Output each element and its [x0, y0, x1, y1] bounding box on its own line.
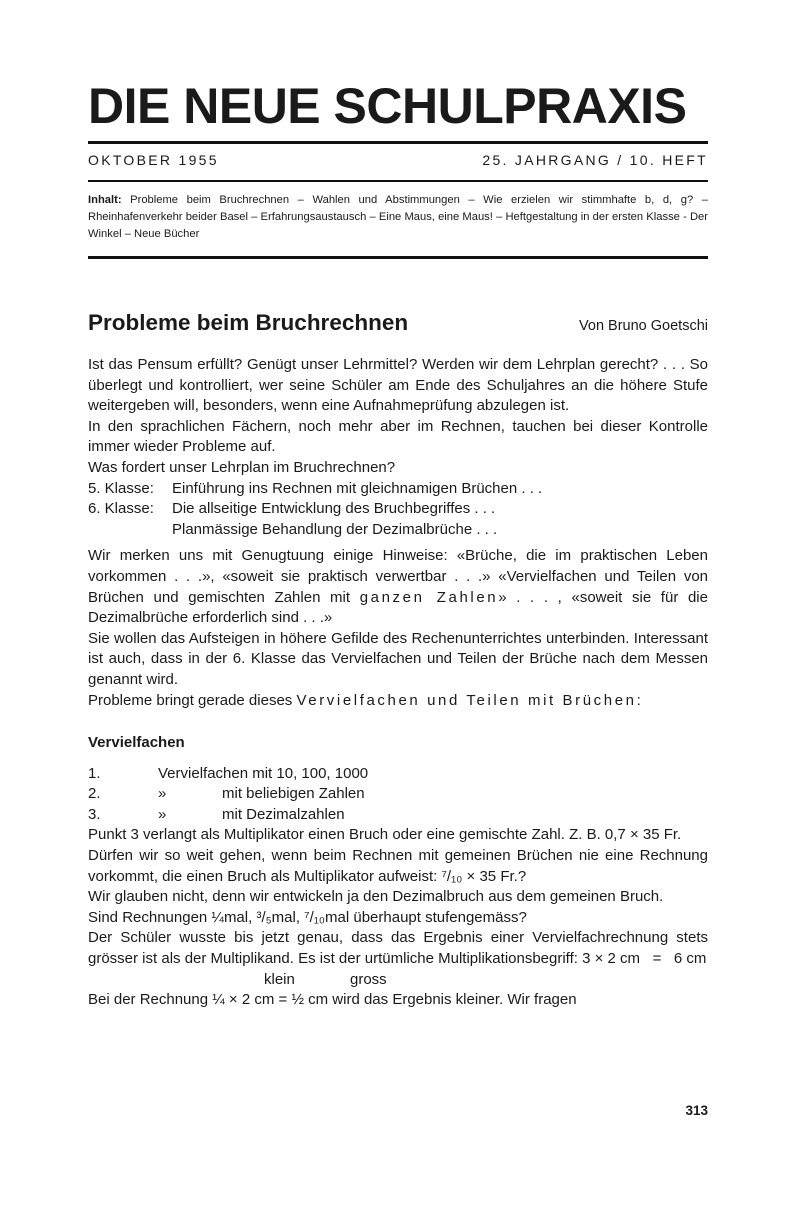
paragraph: Was fordert unser Lehrplan im Bruchrechnen?: [88, 458, 396, 476]
numbered-item: [88, 764, 708, 785]
page-number: 313: [685, 1103, 708, 1118]
paragraph: Probleme bringt gerade dieses Vervielfachen und Teilen mit Brüchen:: [88, 691, 644, 709]
curriculum-item: [88, 499, 708, 520]
paragraph: Sie wollen das Aufsteigen in höhere Gefilde des Rechenunterrichtes unterbinden. Interessant ist auch, dass in der 6. Klasse das Vervielfachen und Teilen der Brüche nach dem Messen genannt wird.: [88, 629, 708, 688]
divider-rule: [88, 180, 708, 182]
curriculum-label: 5. Klasse:: [88, 479, 154, 497]
curriculum-item: [88, 479, 708, 500]
curriculum-text: Planmässige Behandlung der Dezimalbrüche . . .: [172, 520, 498, 538]
article-title: Probleme beim Bruchrechnen: [88, 310, 409, 335]
article-body: [88, 355, 708, 1011]
contents-text: Probleme beim Bruchrechnen – Wahlen und Abstimmungen – Wie erzielen wir stimmhafte b, d, g? – Rheinhafenverkehr beider Basel – Erfahrungsaustausch – Eine Maus, eine Maus! – Heftgestaltung in der ersten Klasse - Der Winkel – Neue Bücher: [88, 194, 708, 240]
item-number: 2.: [88, 785, 101, 803]
ditto-mark: »: [158, 785, 167, 803]
issue-date: OKTOBER 1955: [88, 152, 219, 168]
calc-under-rhs: gross: [350, 970, 387, 988]
item-text: Vervielfachen mit 10, 100, 1000: [158, 764, 369, 782]
issue-line: [88, 152, 708, 168]
paragraph: Der Schüler wusste bis jetzt genau, dass das Ergebnis einer Vervielfachrechnung stets grösser ist als der Multiplikand. Es ist der urtümliche Multiplikationsbegriff: 3 × 2 cm = 6 cm: [88, 929, 708, 968]
article-author: Von Bruno Goetschi: [579, 318, 708, 334]
journal-title: DIE NEUE SCHULPRAXIS: [88, 78, 687, 134]
issue-number: 25. JAHRGANG / 10. HEFT: [482, 152, 708, 168]
curriculum-label: [88, 520, 172, 541]
curriculum-item: [88, 520, 708, 541]
spaced-emphasis: Vervielfachen und Teilen mit Brüchen:: [296, 691, 644, 709]
calc-eq: =: [652, 950, 662, 968]
divider-rule: [88, 256, 708, 259]
paragraph: Wir merken uns mit Genugtuung einige Hinweise: «Brüche, die im praktischen Leben vorkommen . . .», «soweit sie praktisch verwertbar . . .» «Vervielfachen und Teilen von Brüchen und gemischten Zahlen mit ganzen Zahlen» . . . , «soweit sie für die Dezimalbrüche erforderlich sind . . .»: [88, 547, 708, 627]
divider-rule: [88, 141, 708, 144]
item-number: 3.: [88, 805, 101, 823]
calc-under-lhs: klein: [264, 970, 295, 988]
fraction: ⁷/₁₀: [441, 867, 463, 885]
numbered-item: [88, 805, 708, 826]
numbered-item: [88, 784, 708, 805]
paragraph: Wir glauben nicht, denn wir entwickeln ja den Dezimalbruch aus dem gemeinen Bruch.: [88, 888, 664, 906]
curriculum-text: Einführung ins Rechnen mit gleichnamigen Brüchen . . .: [172, 479, 543, 497]
contents-label: Inhalt:: [88, 194, 122, 206]
spaced-emphasis: ganzen Zahlen: [359, 588, 499, 606]
calc-rhs: 6 cm: [673, 950, 707, 968]
paragraph: Ist das Pensum erfüllt? Genügt unser Lehrmittel? Werden wir dem Lehrplan gerecht? . . . So überlegt und kontrolliert, wer seine Schüler am Ende des Schuljahres an die höhere Stufe weitergeben will, besonders, wenn eine Aufnahmeprüfung abzulegen ist.: [88, 356, 708, 415]
curriculum-text: Die allseitige Entwicklung des Bruchbegriffes . . .: [172, 500, 496, 518]
paragraph: Bei der Rechnung ¼ × 2 cm = ½ cm wird das Ergebnis kleiner. Wir fragen: [88, 991, 577, 1009]
paragraph: Dürfen wir so weit gehen, wenn beim Rechnen mit gemeinen Brüchen nie eine Rechnung vorkommt, die einen Bruch als Multiplikator aufweist: ⁷/₁₀ × 35 Fr.?: [88, 847, 708, 885]
paragraph: In den sprachlichen Fächern, noch mehr aber im Rechnen, tauchen bei dieser Kontrolle immer wieder Probleme auf.: [88, 417, 708, 456]
item-number: 1.: [88, 764, 101, 782]
calc-annotation: [88, 970, 708, 991]
section-heading: Vervielfachen: [88, 734, 185, 752]
table-of-contents: [88, 192, 708, 243]
paragraph: Punkt 3 verlangt als Multiplikator einen Bruch oder eine gemischte Zahl. Z. B. 0,7 × 35 Fr.: [88, 826, 682, 844]
item-text: mit Dezimalzahlen: [222, 805, 345, 823]
article-header: [88, 310, 708, 336]
paragraph: Sind Rechnungen ¼mal, ³/₅mal, ⁷/₁₀mal überhaupt stufengemäss?: [88, 908, 527, 926]
calc-lhs: 3 × 2 cm: [582, 950, 641, 968]
item-text: mit beliebigen Zahlen: [222, 785, 365, 803]
curriculum-label: 6. Klasse:: [88, 500, 154, 518]
ditto-mark: »: [158, 805, 167, 823]
